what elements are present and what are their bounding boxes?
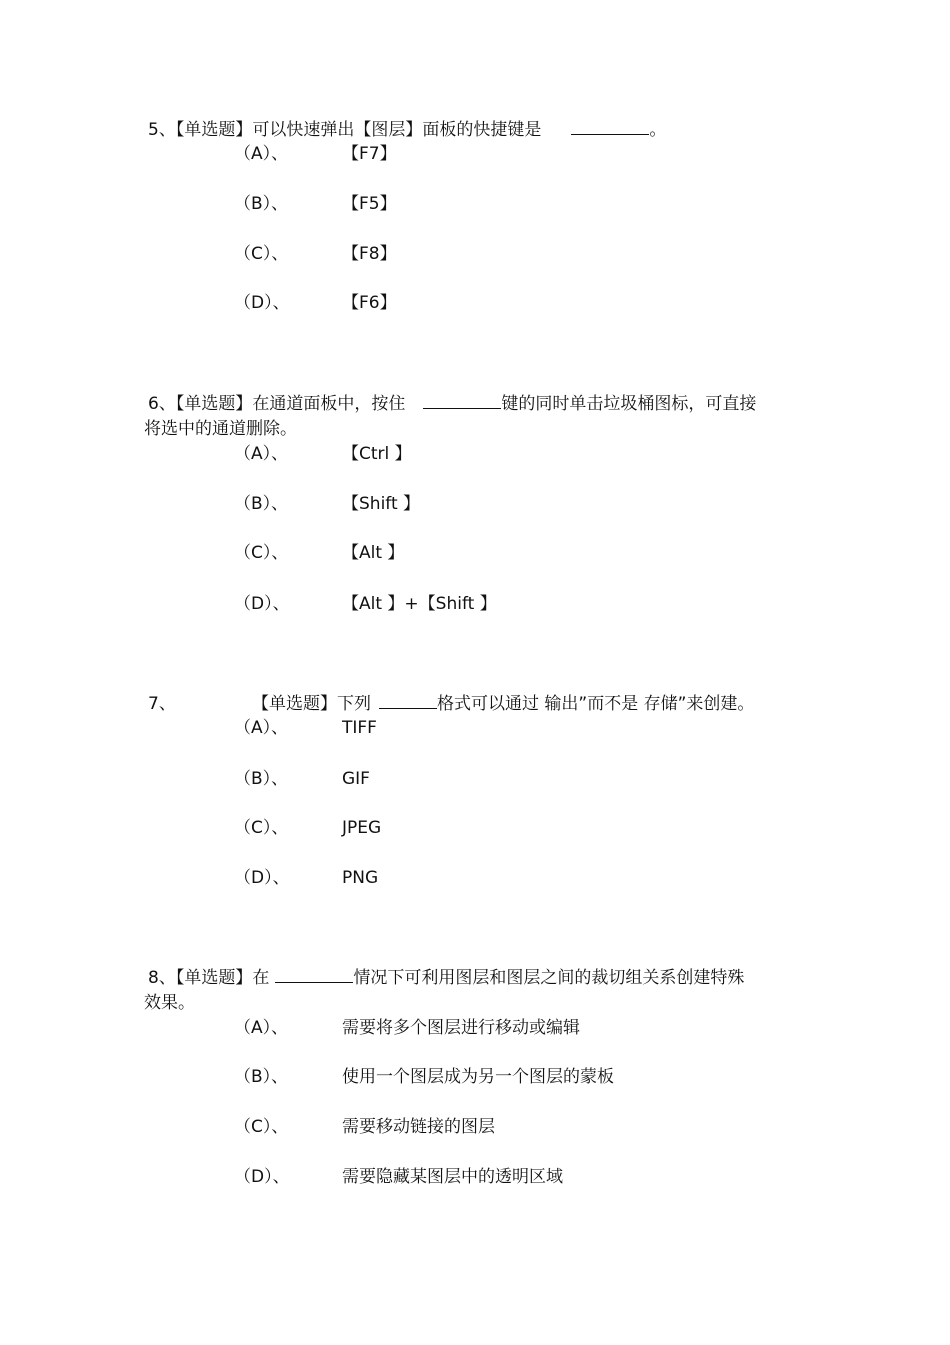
- question-number: 8、: [148, 968, 176, 988]
- answer-blank: [423, 392, 501, 409]
- question-text: 在通道面板中，按住: [252, 394, 406, 414]
- question-text-end: 。: [649, 120, 667, 140]
- option-text-b: 【Shift 】: [342, 494, 421, 514]
- option-label-c: （C）、: [234, 244, 289, 264]
- option-text-d: 需要隐藏某图层中的透明区域: [342, 1167, 563, 1187]
- option-label-d: （D）、: [234, 1167, 290, 1187]
- option-label-b: （B）、: [234, 494, 289, 514]
- option-label-b: （B）、: [234, 194, 289, 214]
- option-label-b: （B）、: [234, 769, 289, 789]
- option-text-b: GIF: [342, 769, 370, 789]
- question-stem-line2: 将选中的通道删除。: [144, 419, 297, 439]
- question-number: 5、: [148, 120, 176, 140]
- option-label-c: （C）、: [234, 818, 289, 838]
- question-type-tag: 【单选题】: [175, 120, 253, 140]
- option-text-a: TIFF: [342, 718, 377, 738]
- question-stem: [148, 118, 666, 142]
- option-label-c: （C）、: [234, 543, 289, 563]
- question-stem: [148, 966, 744, 990]
- option-label-d: （D）、: [234, 594, 290, 614]
- answer-blank: [571, 118, 649, 135]
- option-label-d: （D）、: [234, 868, 290, 888]
- option-label-a: （A）、: [234, 1018, 289, 1038]
- question-stem: [252, 692, 754, 716]
- question-number: 6、: [148, 394, 176, 414]
- option-text-d: 【Alt 】+【Shift 】: [342, 594, 497, 614]
- option-label-b: （B）、: [234, 1067, 289, 1087]
- question-text: 可以快速弹出【图层】面板的快捷键是: [252, 120, 542, 140]
- question-text-cont: 情况下可利用图层和图层之间的裁切组关系创建特殊: [353, 968, 745, 988]
- question-text: 下列: [337, 694, 371, 714]
- option-text-c: 需要移动链接的图层: [342, 1117, 495, 1137]
- question-stem: [148, 392, 756, 416]
- option-label-a: （A）、: [234, 144, 289, 164]
- option-text-c: 【Alt 】: [342, 543, 405, 563]
- option-text-b: 使用一个图层成为另一个图层的蒙板: [342, 1067, 614, 1087]
- question-type-tag: 【单选题】: [175, 968, 253, 988]
- option-label-a: （A）、: [234, 444, 289, 464]
- option-text-a: 需要将多个图层进行移动或编辑: [342, 1018, 580, 1038]
- option-label-c: （C）、: [234, 1117, 289, 1137]
- option-label-a: （A）、: [234, 718, 289, 738]
- option-text-b: 【F5】: [342, 194, 397, 214]
- option-text-d: 【F6】: [342, 293, 397, 313]
- question-stem-line2: 效果。: [144, 993, 195, 1013]
- question-text: 在: [252, 968, 270, 988]
- option-text-a: 【Ctrl 】: [342, 444, 412, 464]
- option-text-c: JPEG: [342, 818, 382, 838]
- question-number: 7、: [148, 694, 176, 714]
- option-text-a: 【F7】: [342, 144, 397, 164]
- question-text-cont: 键的同时单击垃圾桶图标，可直接: [501, 394, 757, 414]
- question-text-cont: 格式可以通过 输出”而不是 存储”来创建。: [437, 694, 755, 714]
- option-text-d: PNG: [342, 868, 379, 888]
- answer-blank: [379, 692, 437, 709]
- answer-blank: [275, 966, 353, 983]
- option-label-d: （D）、: [234, 293, 290, 313]
- question-type-tag: 【单选题】: [252, 694, 337, 714]
- question-type-tag: 【单选题】: [175, 394, 253, 414]
- option-text-c: 【F8】: [342, 244, 397, 264]
